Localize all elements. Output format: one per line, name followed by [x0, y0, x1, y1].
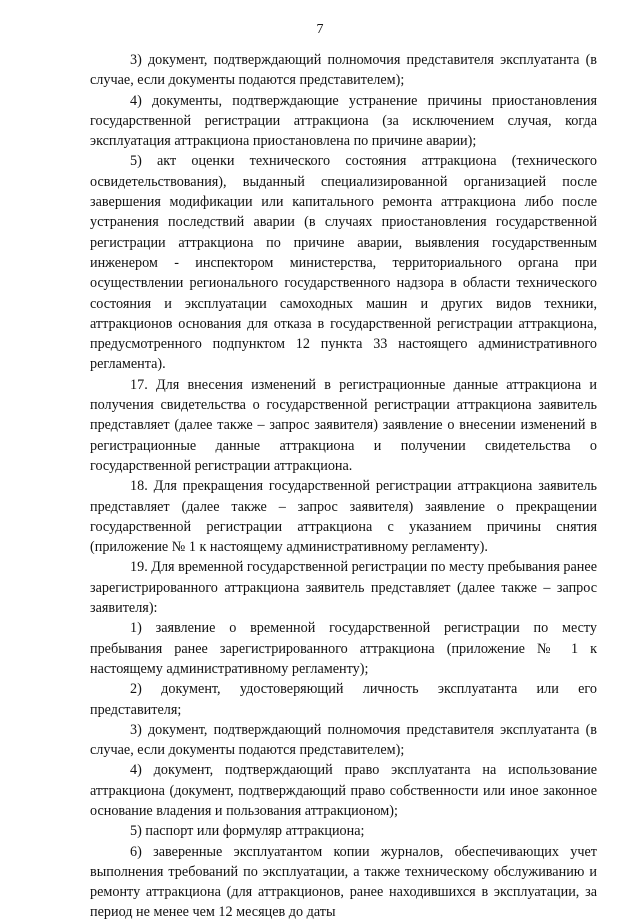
paragraph: 5) паспорт или формуляр аттракциона;	[130, 823, 365, 840]
paragraph: 5) акт оценки технического состояния аттракциона (технического освидетельствования), выданный специализированной организацией после завершения модификации или капитального ремонта аттракциона либо после устранения последствий аварии (в случаях приостановления государственной регистрации аттракциона по причине аварии, выявления государственным инженером - инспектором министерства, территориального органа при осуществлении регионального государственного надзора в области технического состояния и эксплуатации самоходных машин и других видов техники, аттракционов основания для отказа в государственной регистрации аттракциона, предусмотренного подпунктом 12 пункта 33 настоящего административного регламента).	[90, 153, 597, 373]
paragraph: 6) заверенные эксплуатантом копии журналов, обеспечивающих учет выполнения требований по эксплуатации, а также техническому обслуживанию и ремонту аттракциона (для аттракционов, ранее находившихся в эксплуатации, за период не менее чем 12 месяцев до даты	[90, 843, 597, 921]
paragraph: 3) документ, подтверждающий полномочия представителя эксплуатанта (в случае, если документы подаются представителем);	[90, 721, 597, 759]
paragraph: 17. Для внесения изменений в регистрационные данные аттракциона и получения свидетельства о государственной регистрации аттракциона заявитель представляет (далее также – запрос заявителя) заявление о внесении изменений в регистрационные данные аттракциона и получении свидетельства о государственной регистрации аттракциона.	[90, 376, 597, 474]
paragraph: 19. Для временной государственной регистрации по месту пребывания ранее зарегистрированного аттракциона заявитель представляет (далее также – запрос заявителя):	[90, 559, 597, 617]
page-number: 7	[316, 22, 324, 37]
document-body	[90, 50, 597, 923]
paragraph: 2) документ, удостоверяющий личность эксплуатанта или его представителя;	[90, 681, 597, 718]
paragraph: 18. Для прекращения государственной регистрации аттракциона заявитель представляет (далее также – запрос заявителя) заявление о прекращении государственной регистрации аттракциона с указанием причины снятия (приложение № 1 к настоящему административному регламенту).	[90, 478, 597, 556]
paragraph: 1) заявление о временной государственной регистрации по месту пребывания ранее зарегистрированного аттракциона (приложение № 1 к настоящему административному регламенту);	[90, 620, 597, 677]
paragraph: 4) документы, подтверждающие устранение причины приостановления государственной регистрации аттракциона (за исключением случая, когда эксплуатация аттракциона приостановлена по причине аварии);	[90, 92, 597, 150]
paragraph: 4) документ, подтверждающий право эксплуатанта на использование аттракциона (документ, подтверждающий право собственности или иное законное основание владения и пользования аттракционом);	[90, 762, 597, 819]
paragraph: 3) документ, подтверждающий полномочия представителя эксплуатанта (в случае, если документы подаются представителем);	[90, 52, 597, 89]
